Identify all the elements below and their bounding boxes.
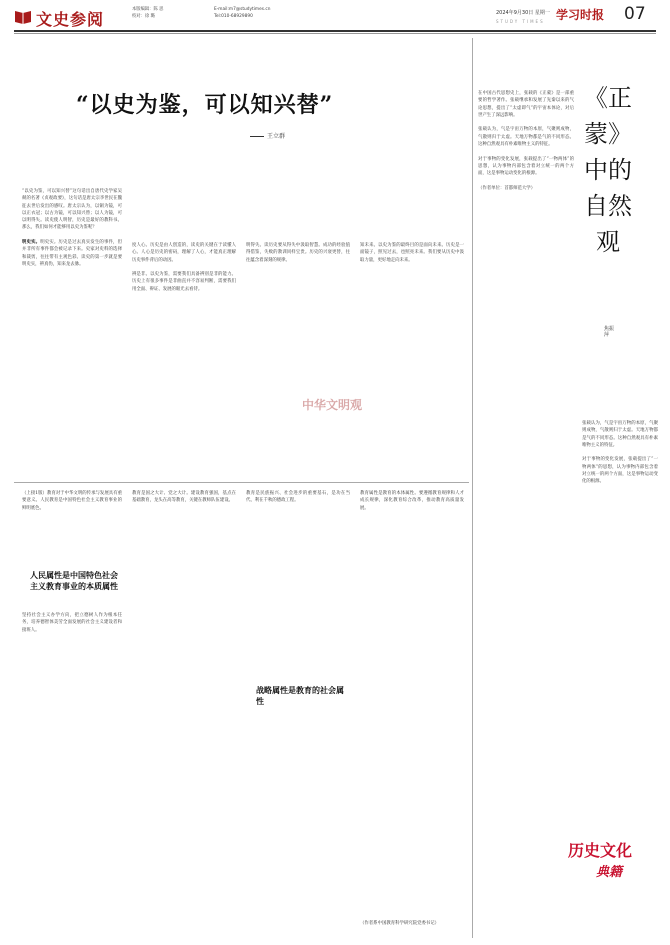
issue-date: 2024年9月30日 星期一: [496, 10, 550, 16]
article1-column-3: 明得失。读历史要从得失中汲取智慧。成功的经验值得借鉴，失败的教训同样宝贵。历史的兴衰更替，往往蕴含着深刻的规律。: [246, 243, 350, 263]
article1-column-4: 知未来。以史为鉴的最终目的是面向未来。历史是一面镜子，照见过去，也照亮未来。我们要从历史中汲取力量，更好地走向未来。: [360, 243, 464, 263]
article2-column-1: 坚持社会主义办学方向，把立德树人作为根本任务，培养德智体美劳全面发展的社会主义建设者和接班人。: [22, 613, 122, 633]
section-title: 文史参阅: [36, 10, 105, 29]
article2-column-2: 教育是国之大计、党之大计。建设教育强国，基点在基础教育，龙头在高等教育，关键在教师队伍建设。: [132, 491, 236, 504]
contact-info: E-mail:m7@studytimes.cn Tel:010-68929890: [214, 7, 271, 19]
brand-subtitle: STUDY TIMES: [496, 19, 545, 24]
column-divider: [472, 38, 473, 938]
article2-column-4: 教育属性是教育的本体属性。要遵循教育规律和人才成长规律，深化教育综合改革，推动教育高质量发展。: [360, 491, 464, 511]
history-culture-logo: 历史文化 典籍: [568, 841, 633, 880]
article3-author: 焦振萍: [604, 326, 615, 338]
article2-author-note: （作者系中国教育科学研究院党委书记）: [360, 921, 440, 926]
header-rule-thin: [14, 33, 656, 34]
column-badge-watermark: 中华文明观: [302, 398, 363, 412]
editor-info: 本版编辑：陈 思 校对：徐 璐: [132, 7, 164, 19]
book-icon: [14, 8, 32, 24]
article1-title: “以史为鉴，可以知兴替”: [76, 92, 334, 118]
article3-column-2: 张载认为，气是宇宙万物的本原，气聚则成物，气散则归于太虚。天地万物都是气的不同形态。这种自然观具有朴素唯物主义的特征。 对于事物的变化发展，张载提出了“一物两体”的思想，认为事物内部包含着对立统一的两个方面，这是事物运动变化的根源。: [582, 421, 658, 485]
header-rule: [14, 30, 656, 32]
article1-column-2: 度人心。历史是由人创造的，读史的关键在于读懂人心。人心是历史的密码，理解了人心，才能真正理解历史事件背后的动因。 辨是非。以史为鉴，需要我们具备辨别是非的能力。历史上有很多事件是非曲直并不容易判断，需要我们用全面、辩证、发展的眼光去看待。: [132, 243, 236, 292]
newspaper-brand: 学习时报: [556, 8, 605, 22]
article2-heading-2: 战略属性是教育的社会属性: [256, 686, 344, 706]
article-divider: [14, 482, 469, 483]
article2-column-3: 教育是民族振兴、社会进步的重要基石，是功在当代、利在千秋的德政工程。: [246, 491, 350, 504]
article1-column-1: “以史为鉴，可以知兴替”这句话出自唐代史学家吴兢的名著《贞观政要》，这句话是唐太宗李世民在魏征去世后发出的感叹。唐太宗认为，以铜为镜，可以正衣冠；以古为镜，可以知兴替；以人为镜，可以明得失。读史使人明智，历史是最好的教科书。那么，我们如何才能够用以史为鉴呢？ 明史实。明史实。历史是过去真实发生的事件，但并非所有事件都会被记录下来。史家对史料的选择和裁剪，往往带有主观色彩。读史的第一步就是要明史实，辨真伪，知来龙去脉。: [22, 189, 122, 267]
article2-intro: （上接1版）教育对于中华文明的传承与发展具有重要意义。人民教育是中国特色社会主义教育事业的鲜明底色。: [22, 491, 122, 511]
article3-column-1: 在中国古代思想史上，张载的《正蒙》是一部重要的哲学著作。张载继承和发展了先秦以来的气论思想，提出了“太虚即气”的宇宙本体论，对后世产生了深远影响。 张载认为，气是宇宙万物的本原，气聚则成物，气散则归于太虚。天地万物都是气的不同形态。这种自然观具有朴素唯物主义的特征。 对于事物的变化发展，张载提出了“一物两体”的思想，认为事物内部包含着对立统一的两个方面，这是事物运动变化的根源。 （作者单位：首都师范大学）: [478, 91, 574, 191]
page-header: [0, 0, 670, 34]
page-number: 07: [624, 4, 646, 24]
article2-heading-1: 人民属性是中国特色社会主义教育事业的本质属性: [30, 571, 118, 591]
article3-title: 《正蒙》中的自然观: [584, 84, 632, 256]
article1-author: 王立群: [267, 133, 286, 140]
